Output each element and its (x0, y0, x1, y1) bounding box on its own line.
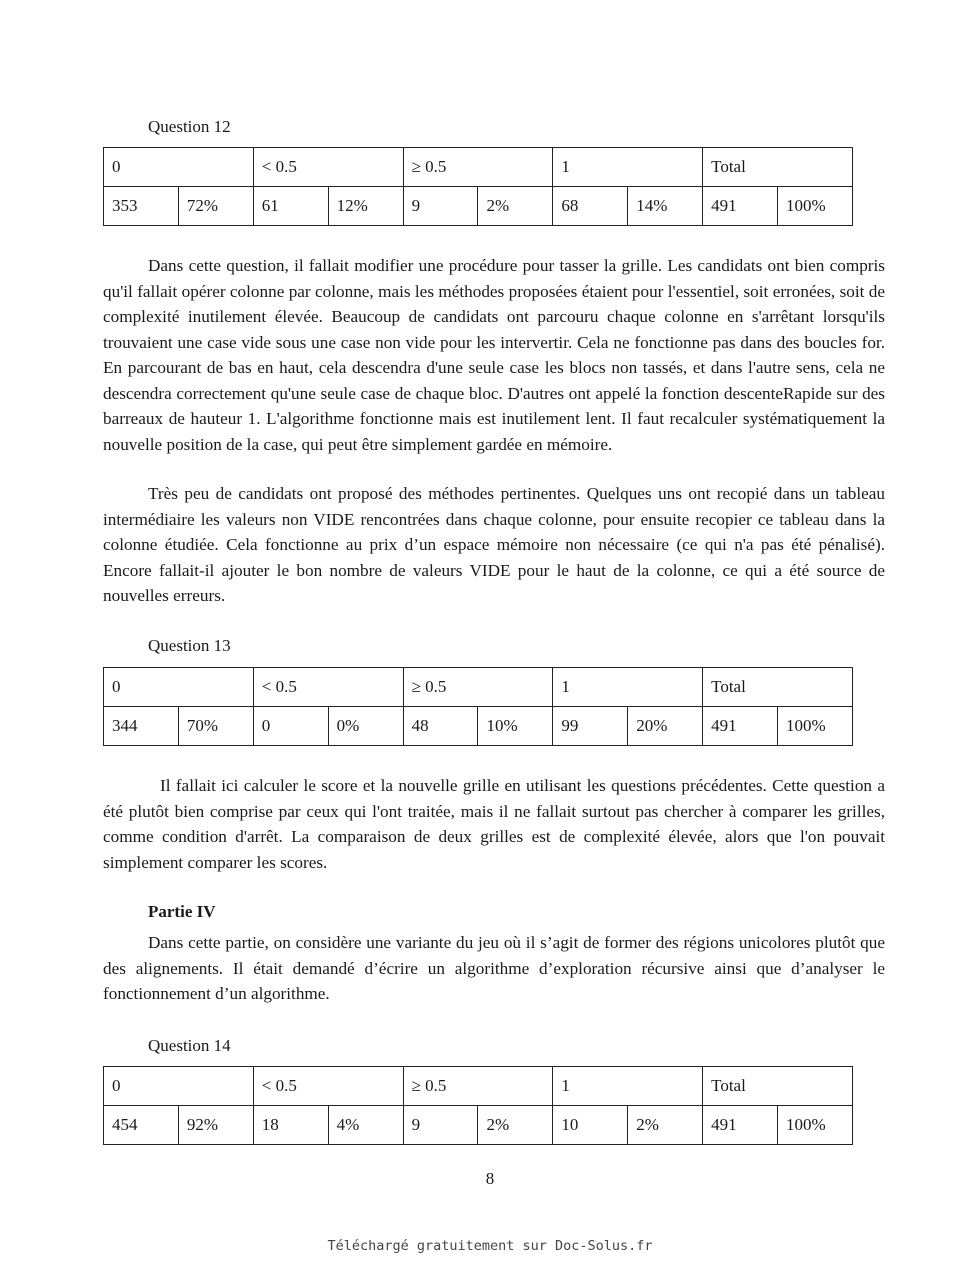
percent-cell: 10% (478, 707, 553, 746)
header-cell: 0 (104, 1067, 254, 1106)
header-cell: < 0.5 (253, 668, 403, 707)
header-cell: Total (703, 668, 853, 707)
table-header-row (104, 668, 853, 707)
header-cell: 1 (553, 148, 703, 187)
header-cell: 0 (104, 668, 254, 707)
header-cell: 0 (104, 148, 254, 187)
header-cell: ≥ 0.5 (403, 148, 553, 187)
count-cell: 10 (553, 1106, 628, 1145)
percent-cell: 92% (178, 1106, 253, 1145)
percent-cell: 100% (778, 187, 853, 226)
table-row (104, 187, 853, 226)
count-cell: 48 (403, 707, 478, 746)
percent-cell: 14% (628, 187, 703, 226)
question-13-table (103, 667, 853, 746)
header-cell: 1 (553, 1067, 703, 1106)
part-iv-paragraph: Dans cette partie, on considère une variante du jeu où il s’agit de former des régions unicolores plutôt que des alignements. Il était demandé d’écrire un algorithme d’exploration récursive ainsi que d’analyser le fonctionnement d’un algorithme. (103, 933, 885, 1003)
question-13-paragraph-1: Il fallait ici calculer le score et la nouvelle grille en utilisant les questions précédentes. Cette question a été plutôt bien comprise par ceux qui l'ont traitée, mais il ne fallait surtout pas chercher à comparer les grilles, comme condition d'arrêt. La comparaison de deux grilles est de complexité élevée, alors que l'on pouvait simplement comparer les scores. (103, 776, 885, 872)
percent-cell: 2% (478, 187, 553, 226)
section-heading: Partie IV (148, 902, 216, 921)
download-footer: Téléchargé gratuitement sur Doc-Solus.fr (327, 1238, 653, 1254)
percent-cell: 100% (778, 707, 853, 746)
table-row (104, 707, 853, 746)
percent-cell: 12% (328, 187, 403, 226)
count-cell: 61 (253, 187, 328, 226)
header-cell: Total (703, 148, 853, 187)
count-cell: 491 (703, 187, 778, 226)
percent-cell: 100% (778, 1106, 853, 1145)
header-cell: ≥ 0.5 (403, 668, 553, 707)
count-cell: 68 (553, 187, 628, 226)
question-12-paragraph-2: Très peu de candidats ont proposé des méthodes pertinentes. Quelques uns ont recopié dans un tableau intermédiaire les valeurs non VIDE rencontrées dans chaque colonne, pour ensuite recopier ce tableau dans la colonne étudiée. Cela fonctionne au prix d’un espace mémoire non nécessaire (ce qui n'a pas été pénalisé). Encore fallait-il ajouter le bon nombre de valeurs VIDE pour le haut de la colonne, ce qui a été source de nouvelles erreurs. (103, 484, 885, 605)
question-12-paragraph-1: Dans cette question, il fallait modifier une procédure pour tasser la grille. Les candidats ont bien compris qu'il fallait opérer colonne par colonne, mais les méthodes proposées étaient pour l'essentiel, soit erronées, soit de complexité inutilement élevée. Beaucoup de candidats ont parcouru chaque colonne en s'arrêtant lorsqu'ils trouvaient une case vide sous une case non vide pour les intervertir. Cela ne fonctionne pas dans des boucles for. En parcourant de bas en haut, cela descendra d'une seule case les blocs non tassés, et dans l'autre sens, cela ne descendra correctement qu'une seule case de chaque bloc. D'autres ont appelé la fonction descenteRapide sur des barreaux de hauteur 1. L'algorithme fonctionne mais est inutilement lent. Il faut recalculer systématiquement la nouvelle position de la case, qui peut être simplement gardée en mémoire. (103, 256, 885, 454)
percent-cell: 72% (178, 187, 253, 226)
percent-cell: 2% (628, 1106, 703, 1145)
question-14-table (103, 1066, 853, 1145)
header-cell: 1 (553, 668, 703, 707)
header-cell: < 0.5 (253, 148, 403, 187)
count-cell: 353 (104, 187, 179, 226)
count-cell: 18 (253, 1106, 328, 1145)
question-14-label: Question 14 (148, 1036, 231, 1055)
table-header-row (104, 148, 853, 187)
percent-cell: 0% (328, 707, 403, 746)
percent-cell: 20% (628, 707, 703, 746)
count-cell: 99 (553, 707, 628, 746)
count-cell: 9 (403, 187, 478, 226)
count-cell: 0 (253, 707, 328, 746)
question-12-label: Question 12 (148, 117, 231, 136)
table-row (104, 1106, 853, 1145)
percent-cell: 70% (178, 707, 253, 746)
page-number: 8 (485, 1169, 495, 1188)
percent-cell: 2% (478, 1106, 553, 1145)
header-cell: < 0.5 (253, 1067, 403, 1106)
count-cell: 454 (104, 1106, 179, 1145)
count-cell: 9 (403, 1106, 478, 1145)
table-header-row (104, 1067, 853, 1106)
count-cell: 344 (104, 707, 179, 746)
percent-cell: 4% (328, 1106, 403, 1145)
count-cell: 491 (703, 707, 778, 746)
header-cell: ≥ 0.5 (403, 1067, 553, 1106)
count-cell: 491 (703, 1106, 778, 1145)
question-12-table (103, 147, 853, 226)
question-13-label: Question 13 (148, 636, 231, 655)
header-cell: Total (703, 1067, 853, 1106)
